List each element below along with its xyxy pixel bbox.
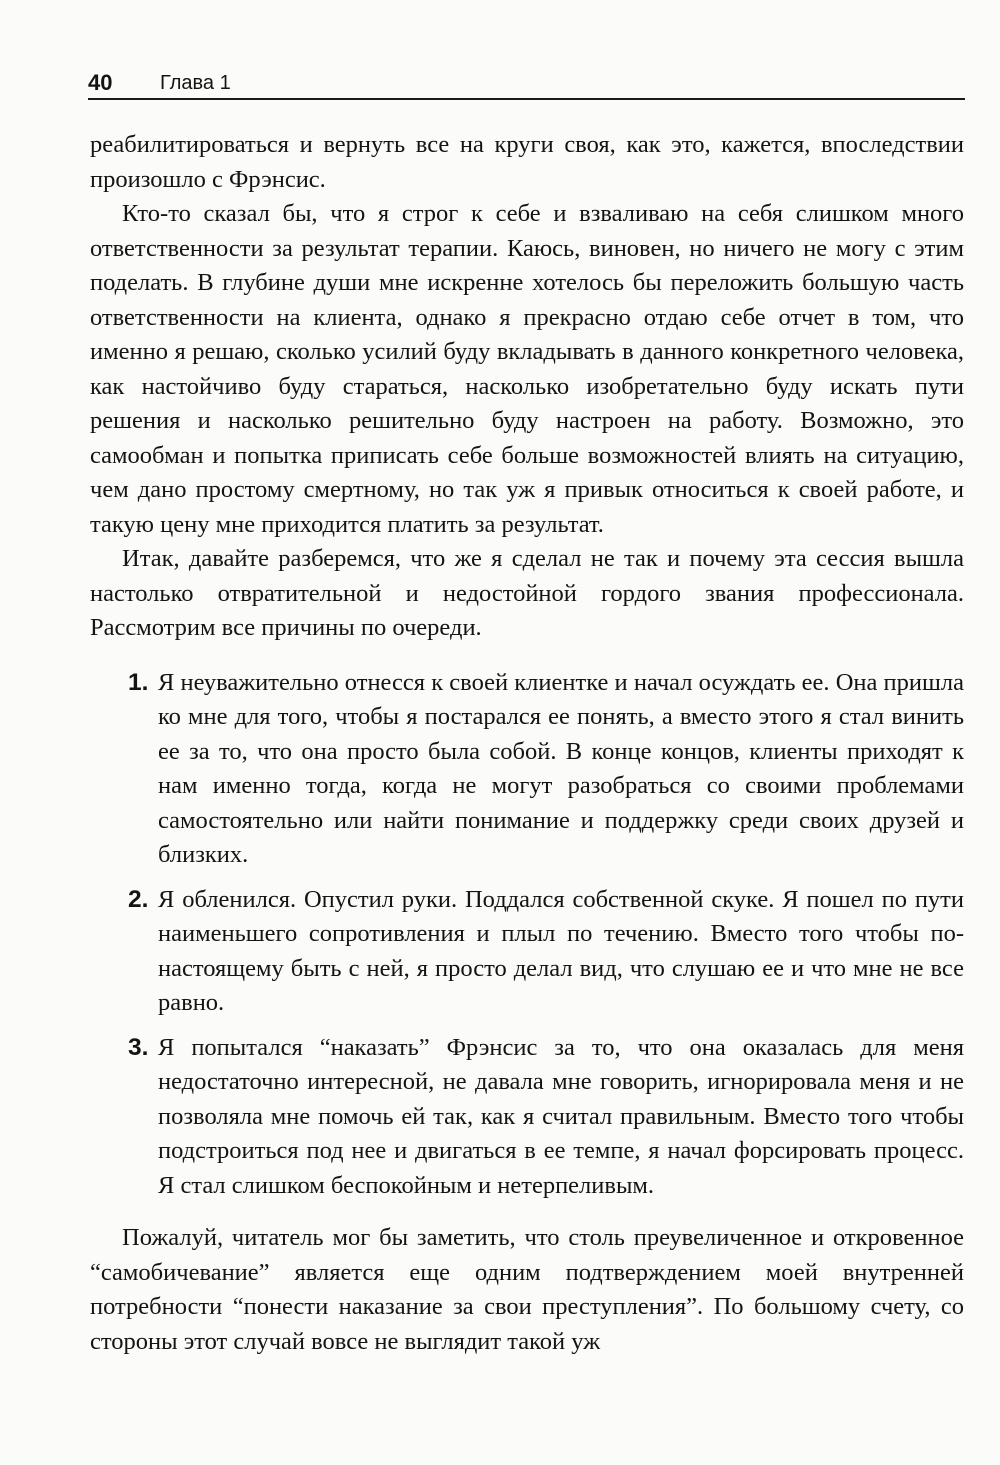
paragraph: Кто-то сказал бы, что я строг к себе и взваливаю на себя слишком много ответственности за результат терапии. Каюсь, виновен, но ничего не могу с этим поделать. В глубине души мне искренне хотелось бы переложить большую часть ответственности на клиента, однако я прекрасно отдаю себе отчет в том, что именно я решаю, сколько усилий буду вкладывать в данного конкретного человека, как настойчиво буду стараться, насколько изобретательно буду искать пути решения и насколько решительно буду настроен на работу. Возможно, это самообман и попытка приписать себе больше возможностей влиять на ситуацию, чем дано простому смертному, но так уж я привык относиться к своей работе, и такую цену мне приходится платить за результат. [90, 200, 964, 538]
list-item-text: Я попытался “наказать” Фрэнсис за то, что она оказалась для меня недостаточно интересной, не давала мне говорить, игнорировала меня и не позволяла мне помочь ей так, как я считал правильным. Вместо того чтобы подстроиться под нее и двигаться в ее темпе, я начал форсировать процесс. Я стал слишком беспокойным и нетерпеливым. [158, 1033, 964, 1199]
body-text [90, 128, 964, 1359]
list-number: 2. [128, 885, 149, 913]
list-item [90, 1031, 964, 1204]
list-number: 1. [128, 668, 149, 696]
chapter-title: Глава 1 [160, 72, 231, 94]
list-number: 3. [128, 1033, 149, 1061]
running-header [88, 70, 965, 100]
page-number: 40 [88, 70, 113, 95]
paragraph: Итак, давайте разберемся, что же я сделал не так и почему эта сессия вышла настолько отвратительной и недостойной гордого звания профессионала. Рассмотрим все причины по очереди. [90, 545, 964, 641]
paragraph: Пожалуй, читатель мог бы заметить, что столь преувеличенное и откровенное “самобичевание” является еще одним подтверждением моей внутренней потребности “понести наказание за свои преступления”. По большому счету, со стороны этот случай вовсе не выглядит такой уж [90, 1224, 964, 1355]
list-item-text: Я неуважительно отнесся к своей клиентке и начал осуждать ее. Она пришла ко мне для того, чтобы я постарался ее понять, а вместо этого я стал винить ее за то, что она просто была собой. В конце концов, клиенты приходят к нам именно тогда, когда не могут разобраться со своими проблемами самостоятельно или найти понимание и поддержку среди своих друзей и близких. [158, 668, 964, 868]
list-item [90, 883, 964, 1021]
numbered-list [90, 666, 964, 1204]
list-item [90, 666, 964, 873]
list-item-text: Я обленился. Опустил руки. Поддался собственной скуке. Я пошел по пути наименьшего сопротивления и плыл по течению. Вместо того чтобы по-настоящему быть с ней, я просто делал вид, что слушаю ее и что мне не все равно. [158, 885, 964, 1016]
paragraph-continued: реабилитироваться и вернуть все на круги своя, как это, кажется, впоследствии произошло с Фрэнсис. [90, 131, 964, 193]
